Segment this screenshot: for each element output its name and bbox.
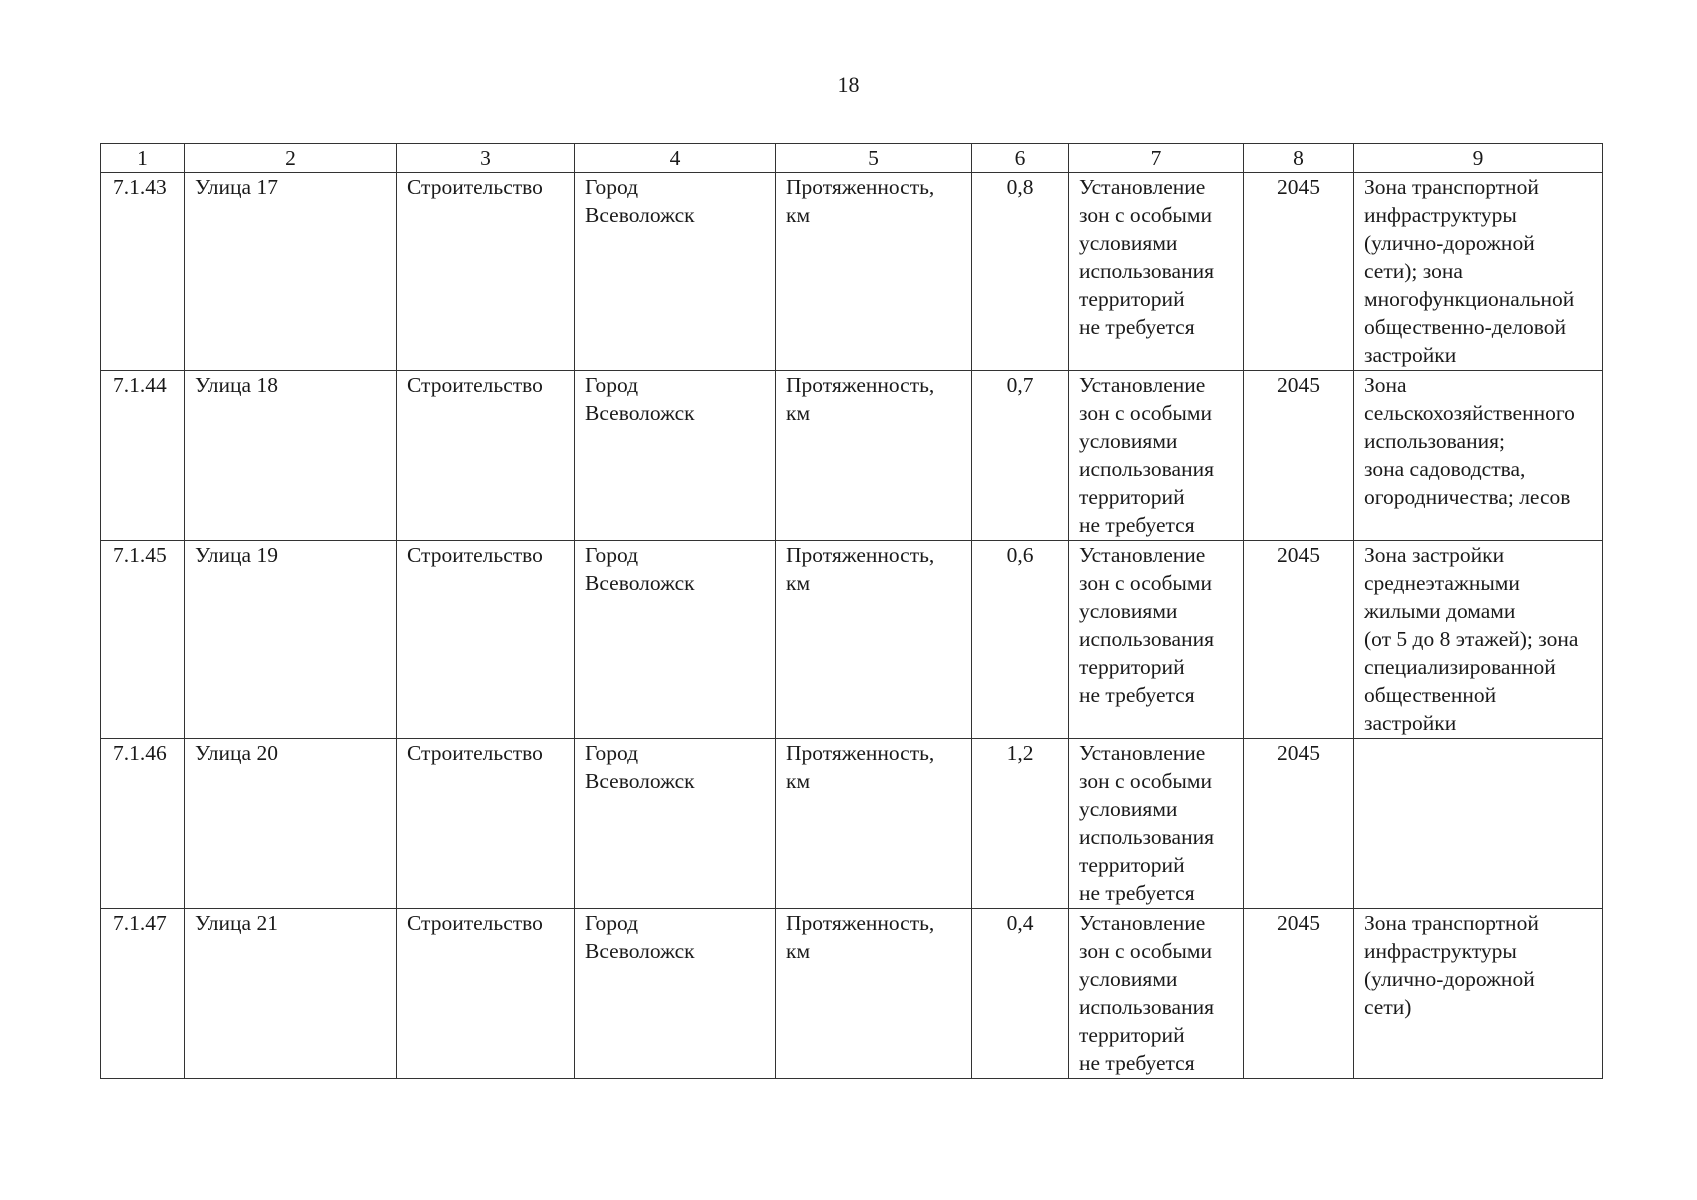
year: 2045 [1244, 909, 1354, 1079]
location: Город Всеволожск [575, 541, 776, 739]
year: 2045 [1244, 173, 1354, 371]
row-number: 7.1.43 [101, 173, 185, 371]
object-name: Улица 19 [185, 541, 397, 739]
object-name: Улица 20 [185, 739, 397, 909]
year: 2045 [1244, 541, 1354, 739]
header-cell: 5 [776, 144, 972, 173]
table-row [101, 739, 1603, 909]
action-type: Строительство [397, 173, 575, 371]
header-cell: 9 [1354, 144, 1603, 173]
header-cell: 4 [575, 144, 776, 173]
functional-zone: Зона сельскохозяйственного использования; зона садоводства, огородничества; лесов [1354, 371, 1603, 541]
row-number: 7.1.45 [101, 541, 185, 739]
functional-zone: Зона застройки среднеэтажными жилыми домами (от 5 до 8 этажей); зона специализированной общественной застройки [1354, 541, 1603, 739]
location: Город Всеволожск [575, 371, 776, 541]
header-cell: 3 [397, 144, 575, 173]
parameter: Протяженность, км [776, 739, 972, 909]
row-number: 7.1.46 [101, 739, 185, 909]
parameter-value: 1,2 [972, 739, 1069, 909]
table-row [101, 173, 1603, 371]
zones-note: Установление зон с особыми условиями использования территорий не требуется [1069, 739, 1244, 909]
functional-zone: Зона транспортной инфраструктуры (улично-дорожной сети); зона многофункциональной общественно-деловой застройки [1354, 173, 1603, 371]
zones-note: Установление зон с особыми условиями использования территорий не требуется [1069, 909, 1244, 1079]
year: 2045 [1244, 739, 1354, 909]
header-cell: 2 [185, 144, 397, 173]
functional-zone [1354, 739, 1603, 909]
table-header-row [101, 144, 1603, 173]
table-row [101, 541, 1603, 739]
header-cell: 6 [972, 144, 1069, 173]
zones-note: Установление зон с особыми условиями использования территорий не требуется [1069, 173, 1244, 371]
object-name: Улица 18 [185, 371, 397, 541]
parameter: Протяженность, км [776, 371, 972, 541]
table-row [101, 371, 1603, 541]
action-type: Строительство [397, 371, 575, 541]
parameter-value: 0,4 [972, 909, 1069, 1079]
parameter-value: 0,6 [972, 541, 1069, 739]
action-type: Строительство [397, 541, 575, 739]
object-name: Улица 17 [185, 173, 397, 371]
object-name: Улица 21 [185, 909, 397, 1079]
zones-note: Установление зон с особыми условиями использования территорий не требуется [1069, 541, 1244, 739]
action-type: Строительство [397, 909, 575, 1079]
functional-zone: Зона транспортной инфраструктуры (улично-дорожной сети) [1354, 909, 1603, 1079]
table-row [101, 909, 1603, 1079]
action-type: Строительство [397, 739, 575, 909]
parameter: Протяженность, км [776, 909, 972, 1079]
objects-table [100, 143, 1603, 1079]
parameter: Протяженность, км [776, 173, 972, 371]
zones-note: Установление зон с особыми условиями использования территорий не требуется [1069, 371, 1244, 541]
parameter-value: 0,8 [972, 173, 1069, 371]
page-number: 18 [837, 72, 860, 97]
row-number: 7.1.47 [101, 909, 185, 1079]
parameter-value: 0,7 [972, 371, 1069, 541]
row-number: 7.1.44 [101, 371, 185, 541]
location: Город Всеволожск [575, 739, 776, 909]
year: 2045 [1244, 371, 1354, 541]
header-cell: 7 [1069, 144, 1244, 173]
parameter: Протяженность, км [776, 541, 972, 739]
header-cell: 8 [1244, 144, 1354, 173]
header-cell: 1 [101, 144, 185, 173]
location: Город Всеволожск [575, 909, 776, 1079]
location: Город Всеволожск [575, 173, 776, 371]
